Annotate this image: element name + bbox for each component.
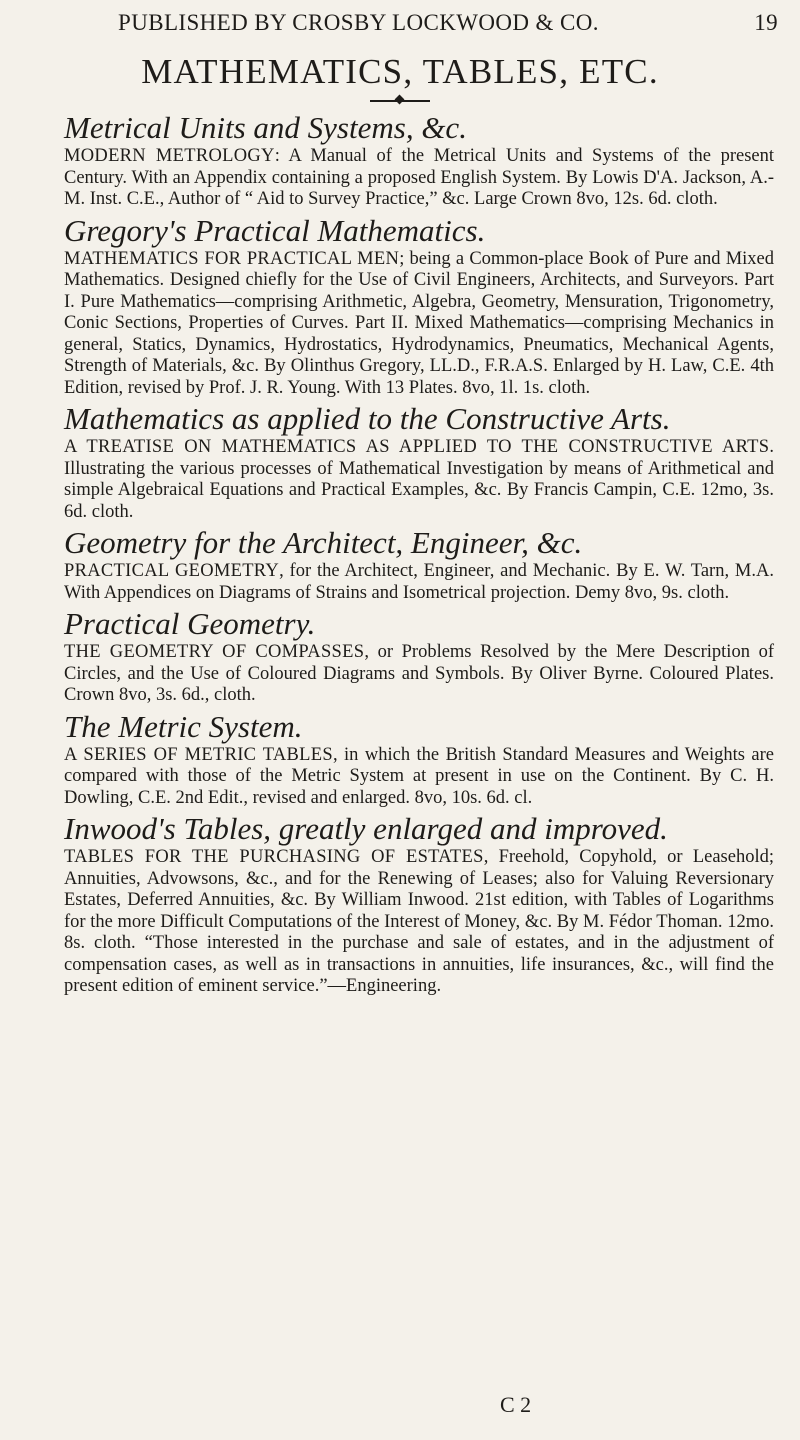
entry-heading: Metrical Units and Systems, &c.: [64, 110, 467, 145]
catalogue-entry: [64, 606, 774, 707]
entry-lead-title: MODERN METROLOGY: [64, 146, 275, 166]
entry-body-text: . Illustrating the various processes of Mathematical Investigation by means of Arithmetical and simple Algebraical Equations and Practical Examples, &c. By Francis Campin, C.E. 12mo, 3s. 6d. cloth.: [64, 437, 774, 522]
divider-ornament: [370, 100, 430, 102]
entry-description: [64, 146, 774, 211]
entry-heading: Mathematics as applied to the Constructive Arts.: [64, 401, 671, 436]
entry-description: [64, 745, 774, 810]
entry-description: [64, 847, 774, 998]
catalogue-entry: [64, 110, 774, 211]
entry-description: [64, 561, 774, 604]
entry-lead-title: A SERIES OF METRIC TABLES: [64, 744, 333, 765]
entry-description: [64, 642, 774, 707]
catalogue-entries: [64, 110, 774, 1000]
catalogue-entry: [64, 401, 774, 523]
entry-lead-title: MATHEMATICS FOR PRACTICAL MEN: [64, 248, 400, 269]
entry-lead-title: TABLES FOR THE PURCHASING OF ESTATES: [64, 847, 484, 867]
entry-description: [64, 437, 774, 523]
entry-body-text: , in which the British Standard Measures and Weights are compared with those of the Metric System at present in use on the Continent. By C. H. Dowling, C.E. 2nd Edit., revised and enlarged. 8vo, 10s. 6d. cl.: [64, 744, 775, 808]
entry-body-text: ; being a Common-place Book of Pure and Mixed Mathematics. Designed chiefly for the Use of Civil Engineers, Architects, and Surveyors. Part I. Pure Mathematics—comprising Arithmetic, Algebra, Geometry, Mensuration, Trigonometry, Conic Sections, Properties of Curves. Part II. Mixed Mathematics—comprising Mechanics in general, Statics, Dynamics, Hydrostatics, Hydrodynamics, Pneumatics, Mechanical Agents, Strength of Materials, &c. By Olinthus Gregory, LL.D., F.R.A.S. Enlarged by H. Law, C.E. 4th Edition, revised by Prof. J. R. Young. With 13 Plates. 8vo, 1l. 1s. cloth.: [64, 248, 774, 398]
page-number: 19: [754, 10, 778, 35]
entry-heading: Geometry for the Architect, Engineer, &c.: [64, 525, 583, 560]
entry-description: [64, 249, 774, 400]
entry-body-text: , or Problems Resolved by the Mere Description of Circles, and the Use of Coloured Diagrams and Symbols. By Oliver Byrne. Coloured Plates. Crown 8vo, 3s. 6d., cloth.: [64, 642, 774, 705]
entry-heading: The Metric System.: [64, 708, 303, 744]
catalogue-entry: [64, 213, 774, 400]
entry-body-text: , Freehold, Copyhold, or Leasehold; Annuities, Advowsons, &c., and for the Renewing of Leases; also for Valuing Reversionary Estates, Deferred Annuities, &c. By William Inwood. 21st edition, with Tables of Logarithms for the more Difficult Computations of the Interest of Money, &c. By M. Fédor Thoman. 12mo. 8s. cloth. “Those interested in the purchase and sale of estates, and in the adjustment of compensation cases, as well as in transactions in annuities, life insurances, &c., will find the present edition of eminent service.”—Engineering.: [64, 847, 774, 996]
entry-heading: Practical Geometry.: [64, 606, 316, 641]
publisher-line: PUBLISHED BY CROSBY LOCKWOOD & CO.: [118, 10, 599, 35]
entry-heading: Inwood's Tables, greatly enlarged and improved.: [64, 811, 668, 846]
catalogue-entry: [64, 709, 774, 810]
entry-lead-title: THE GEOMETRY OF COMPASSES: [64, 642, 365, 662]
entry-body-text: : A Manual of the Metrical Units and Systems of the present Century. With an Appendix containing a proposed English System. By Lowis D'A. Jackson, A.-M. Inst. C.E., Author of “ Aid to Survey Practice,” &c. Large Crown 8vo, 12s. 6d. cloth.: [64, 146, 774, 209]
entry-body-text: , for the Architect, Engineer, and Mechanic. By E. W. Tarn, M.A. With Appendices on Diagrams of Strains and Isometrical projection. Demy 8vo, 9s. cloth.: [64, 561, 774, 603]
entry-lead-title: PRACTICAL GEOMETRY: [64, 561, 280, 581]
catalogue-entry: [64, 525, 774, 604]
entry-heading: Gregory's Practical Mathematics.: [64, 212, 486, 248]
catalogue-entry: [64, 811, 774, 998]
signature-mark: C 2: [500, 1392, 532, 1417]
page-title: MATHEMATICS, TABLES, ETC.: [141, 52, 659, 91]
running-head: [118, 10, 778, 44]
entry-lead-title: A TREATISE ON MATHEMATICS AS APPLIED TO THE CONSTRUCTIVE ARTS: [64, 437, 770, 457]
